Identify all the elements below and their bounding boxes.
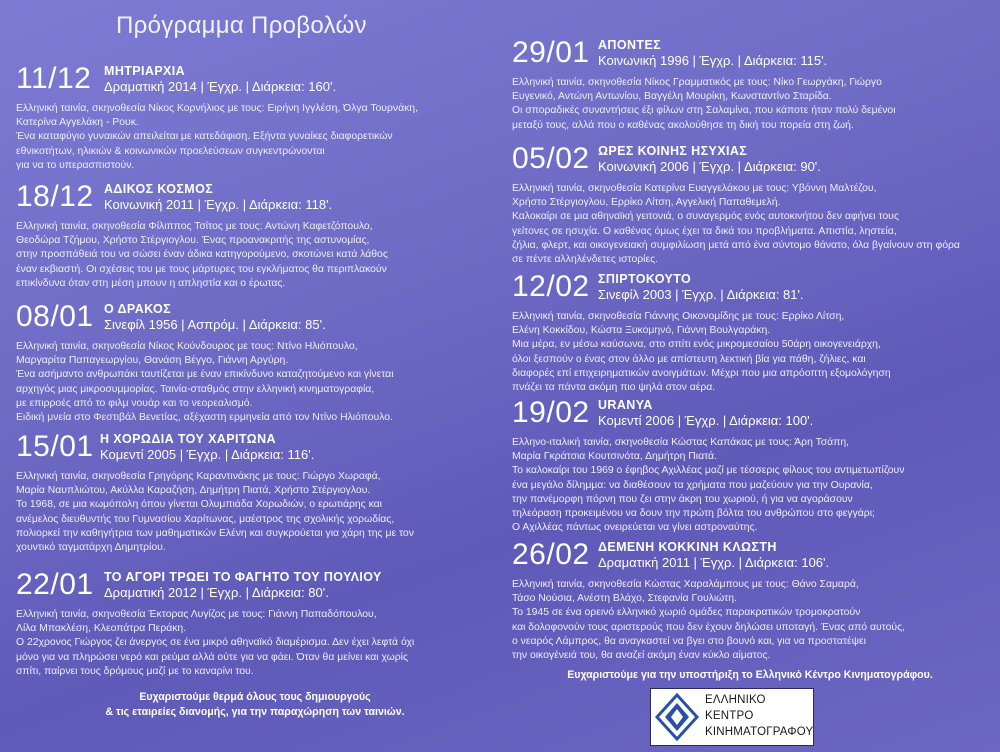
film-title: ΜΗΤΡΙΑΡΧΙΑ [104,64,186,78]
film-description: Ελληνική ταινία, σκηνοθεσία Γρηγόρης Καραντινάκης με τους: Γιώργο Χωραφά, Μαρία Ναυπλιώτου, Ακύλλα Καραζήση, Δημήτρη Πιατά, Χρήστο Στέργιογλου. Το 1968, σε μια κωμόπολη όπου γίνεται Ολυμπιάδα Χορωδιών, ο ερωτιάρης και ανέμελος διευθυντής του Γυμνασίου Χαρίτωνας, μαέστρος της σχολικής χορωδίας, πολιορκεί την καθηγήτρια των μαθηματικών Ελένη και συγκρούεται για χάρη της με τον χουντικό ταγματάρχη Δημητρίου. [16,471,414,554]
film-meta: Κοινωνική 2006 | Έγχρ. | Διάρκεια: 90'. [598,159,821,174]
film-date: 18/12 [16,180,94,213]
film-description: Ελληνική ταινία, σκηνοθεσία Φίλιππος Τσίτος με τους: Αντώνη Καφετζόπουλο, Θεοδώρα Τζήμου, Χρήστο Στέργιογλου. Ένας προανακριτής της αστυνομίας, στην προσπάθειά του να σώσει έναν άδικα κατηγορούμενο, σκοτώνει κατά λάθος έναν εκβιαστή. Οι σχέσεις του με τους μάρτυρες του εγκλήματος θα περιπλακούν επικίνδυνα όταν στη μέση μπουν η απληστία και ο έρωτας. [16,221,388,289]
film-description: Ελληνική ταινία, σκηνοθεσία Έκτορας Λυγίζος με τους: Γιάννη Παπαδόπουλου, Λίλα Μπακλέση, Κλεοπάτρα Περάκη. Ο 22χρονος Γιώργος ζει άνεργος σε ένα μικρό αθηναϊκό διαμέρισμα. Δεν έχει λεφτά όχι μόνο για να πληρώσει νερό και ρεύμα αλλά ούτε για να φάει. Όταν θα μείνει και χωρίς σπίτι, παίρνει τους δρόμους μαζί με το καναρίνι του. [16,609,415,677]
film-entry [16,302,506,425]
film-date: 15/01 [16,430,94,463]
film-description: Ελληνική ταινία, σκηνοθεσία Γιάννης Οικονομίδης με τους: Ερρίκο Λίτση, Ελένη Κοκκίδου, Κώστα Ξυκομηνό, Γιάννη Βουλγαράκη. Μια μέρα, εν μέσω καύσωνα, στο σπίτι ενός μικρομεσαίου 50άρη οικογενειάρχη, όλοι ξεσπούν ο ένας στον άλλο με απίστευτη λεκτική βία για πάθη, ζήλιες, και διαφορές επί επιχειρηματικών ανοιγμάτων. Μέχρι που μια απρόοπτη εξομολόγηση πνάζει τα πάντα ακόμη πιο ψηλά στον αέρα. [512,311,891,394]
film-meta: Σινεφίλ 2003 | Έγχρ. | Διάρκεια: 81'. [598,287,804,302]
film-meta: Κοινωνική 2011 | Έγχρ. | Διάρκεια: 118'. [104,197,333,212]
film-date: 19/02 [512,396,590,429]
film-title: ΔΕΜΕΝΗ ΚΟΚΚΙΝΗ ΚΛΩΣΤΗ [598,540,777,554]
film-date: 26/02 [512,538,590,571]
film-title: Η ΧΟΡΩΔΙΑ ΤΟΥ ΧΑΡΙΤΩΝΑ [100,432,276,446]
film-meta: Δραματική 2011 | Έγχρ. | Διάρκεια: 106'. [598,555,830,570]
film-title: ΣΠΙΡΤΟΚΟΥΤΟ [598,272,692,286]
film-date: 22/01 [16,568,94,601]
film-title: ΑΠΟΝΤΕΣ [598,38,662,52]
thanks-film-centre: Ευχαριστούμε για την υποστήριξη το Ελληνικό Κέντρο Κινηματογράφου. [567,669,933,681]
film-description: Ελληνο-ιταλική ταινία, σκηνοθεσία Κώστας Καπάκας με τους: Άρη Τσάπη, Μαρία Γκράτσια Κουτσινότα, Δημήτρη Πιατά. Το καλοκαίρι του 1969 ο έφηβος Αχιλλέας μαζί με τέσσερις φίλους του αντιμετωπίζουν ένα μεγάλο δίλημμα: να διαθέσουν τα χρήματα που μαζεύουν για την Ουρανία, την πανέμορφη πόρνη που ζει στην άκρη του χωριού, ή για να αγοράσουν τηλεόραση προκειμένου να δουν την πρώτη βόλτα του ανθρώπου στο φεγγάρι; Ο Αχιλλέας πάντως ονειρεύεται να γίνει αστροναύτης. [512,437,905,534]
film-entry [16,64,506,173]
film-date: 12/02 [512,270,590,303]
film-entry [16,432,506,555]
film-date: 05/02 [512,142,590,175]
film-entry [16,570,506,679]
thanks-distributors: Ευχαριστούμε θερμά όλους τους δημιουργούς & τις εταιρείες διανομής, για την παραχώρηση των ταινιών. [105,691,405,718]
greek-film-centre-logo [650,688,814,746]
film-centre-mark-icon [655,693,699,741]
film-date: 29/01 [512,36,590,69]
film-meta: Δραματική 2012 | Έγχρ. | Διάρκεια: 80'. [104,585,329,600]
film-date: 11/12 [16,62,92,95]
page-title: Πρόγραμμα Προβολών [116,12,367,39]
logo-text: ΕΛΛΗΝΙΚΟ ΚΕΝΤΡΟ ΚΙΝΗΜΑΤΟΓΡΑΦΟΥ [705,694,814,738]
film-title: ΑΔΙΚΟΣ ΚΟΣΜΟΣ [104,182,214,196]
film-title: Ο ΔΡΑΚΟΣ [104,302,172,316]
film-meta: Δραματική 2014 | Έγχρ. | Διάρκεια: 160'. [104,79,337,94]
film-entry [512,540,992,663]
film-entry [512,398,992,535]
film-description: Ελληνική ταινία, σκηνοθεσία Κατερίνα Ευαγγελάκου με τους: Υβόννη Μαλτέζου, Χρήστο Στέργιογλου, Ερρίκο Λίτση, Αγγελική Παπαθεμελή. Καλοκαίρι σε μια αθηναϊκή γειτονιά, ο συναγερμός ενός αυτοκινήτου δεν αφήνει τους γείτονες σε ησυχία. Ο καθένας όμως έχει τα δικά του προβλήματα. Απιστία, ληστεία, ζήλια, φλερτ, και οικογενειακή συμφιλίωση μετά από ένα σύντομο θάνατο, όλα βγαίνουν στη φόρα σε πέντε αλληλένδετες ιστορίες. [512,183,960,266]
film-entry [512,144,992,267]
film-meta: Κομεντί 2005 | Έγχρ. | Διάρκεια: 116'. [100,447,315,462]
film-entry [16,182,506,291]
film-entry [512,38,992,133]
film-description: Ελληνική ταινία, σκηνοθεσία Νίκος Κούνδουρος με τους: Ντίνο Ηλιόπουλο, Μαργαρίτα Παπαγεωργίου, Θανάση Βέγγο, Γιάννη Αργύρη. Ένα ασήμαντο ανθρωπάκι ταυτίζεται με έναν επικίνδυνο καταζητούμενο και γίνεται αρχηγός μιας μικροσυμμορίας. Ταινία-σταθμός στην ελληνική κινηματογραφία, με επιρροές από το φιλμ νουάρ και το νεορεαλισμό. Ειδική μνεία στο Φεστιβάλ Βενετίας, αξέχαστη ερμηνεία από τον Ντίνο Ηλιόπουλο. [16,341,394,424]
film-description: Ελληνική ταινία, σκηνοθεσία Κώστας Χαραλάμπους με τους: Θάνο Σαμαρά, Τάσο Νούσια, Ανέστη Βλάχο, Στεφανία Γουλιώτη. Το 1945 σε ένα ορεινό ελληνικό χωριό ομάδες παρακρατικών τρομοκρατούν και δολοφονούν τους αριστερούς που δεν έχουν δηλώσει υποταγή. Ένας από αυτούς, ο νεαρός Λάμπρος, θα αναγκαστεί να βγει στο βουνό και, για να προστατέψει την οικογένειά του, θα αναζεί ακόμη έναν κύκλο αίματος. [512,579,905,662]
film-meta: Κομεντί 2006 | Έγχρ. | Διάρκεια: 100'. [598,413,814,428]
film-title: ΤΟ ΑΓΟΡΙ ΤΡΩΕΙ ΤΟ ΦΑΓΗΤΟ ΤΟΥ ΠΟΥΛΙΟΥ [104,570,382,584]
film-entry [512,272,992,395]
film-meta: Κοινωνική 1996 | Έγχρ. | Διάρκεια: 115'. [598,53,828,68]
film-title: ΩΡΕΣ ΚΟΙΝΗΣ ΗΣΥΧΙΑΣ [598,144,748,158]
film-title: URANYA [598,398,653,412]
film-date: 08/01 [16,300,94,333]
film-meta: Σινεφίλ 1956 | Ασπρόμ. | Διάρκεια: 85'. [104,317,326,332]
film-description: Ελληνική ταινία, σκηνοθεσία Νίκος Κορνήλιος με τους: Ειρήνη Ιγγλέση, Όλγα Τουρνάκη, Κατερίνα Αγγελάκη - Ρουκ. Ένα καταφύγιο γυναικών απειλείται με κατεδάφιση. Εξήντα γυναίκες διαφορετικών εθνικοτήτων, ηλικιών & κοινωνικών προελεύσεων συγκεντρώνονται για να το υπερασπιστούν. [16,103,418,171]
film-description: Ελληνική ταινία, σκηνοθεσία Νίκος Γραμματικός με τους: Νίκο Γεωργάκη, Γιώργο Ευγενικό, Αντώνη Αντωνίου, Βαγγέλη Μουρίκη, Κωνσταντίνο Σταρίδα. Οι σποραδικές συναντήσεις έξι φίλων στη Σαλαμίνα, που κάποτε ήταν πολύ δεμένοι μεταξύ τους, αλλά που ο καθένας ακολούθησε τη δική του πορεία στη ζωή. [512,77,896,131]
